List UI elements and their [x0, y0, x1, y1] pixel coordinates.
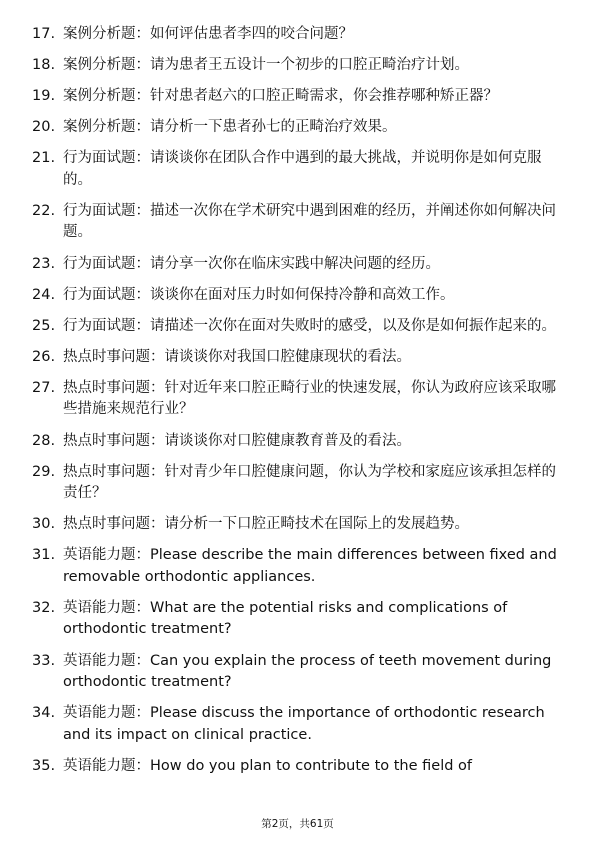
question-text: 热点时事问题：请谈谈你对我国口腔健康现状的看法。 [63, 348, 411, 365]
question-item [32, 24, 562, 46]
question-number: 30. [32, 516, 56, 533]
question-number: 17. [32, 26, 56, 42]
question-text: 热点时事问题：请分析一下口腔正畸技术在国际上的发展趋势。 [63, 516, 469, 533]
question-item [32, 598, 562, 641]
question-item [32, 514, 562, 536]
question-item [32, 148, 562, 191]
question-item [32, 462, 562, 505]
question-text: 英语能力题：How do you plan to contribute to the field of [63, 757, 473, 774]
question-item [32, 55, 562, 77]
question-text: 行为面试题：谈谈你在面对压力时如何保持冷静和高效工作。 [63, 286, 455, 303]
question-item [32, 117, 562, 139]
question-number: 31. [32, 547, 56, 564]
question-number: 19. [32, 88, 56, 105]
question-item [32, 254, 562, 276]
question-number: 21. [32, 150, 56, 167]
question-text: 热点时事问题：针对近年来口腔正畸行业的快速发展，你认为政府应该采取哪些措施来规范行业？ [63, 379, 556, 418]
question-number: 23. [32, 255, 56, 272]
question-item [32, 86, 562, 108]
question-item [32, 347, 562, 369]
question-number: 32. [32, 599, 56, 616]
question-text: 案例分析题：请分析一下患者孙七的正畸治疗效果。 [63, 119, 397, 136]
question-number: 22. [32, 202, 56, 219]
question-item [32, 316, 562, 338]
question-number: 27. [32, 379, 56, 396]
question-text: 热点时事问题：请谈谈你对口腔健康教育普及的看法。 [63, 432, 411, 449]
question-text: 行为面试题：请谈谈你在团队合作中遇到的最大挑战，并说明你是如何克服的。 [63, 150, 542, 188]
question-text: 案例分析题：请为患者王五设计一个初步的口腔正畸治疗计划。 [63, 57, 469, 74]
question-item [32, 703, 562, 746]
question-text: 英语能力题：Please describe the main differences between fixed and removable orthodontic appliances. [63, 547, 557, 585]
question-number: 25. [32, 317, 56, 334]
question-number: 20. [32, 119, 56, 136]
question-number: 35. [32, 757, 56, 774]
question-number: 33. [32, 652, 56, 669]
question-number: 18. [32, 57, 56, 74]
question-text: 行为面试题：描述一次你在学术研究中遇到困难的经历，并阐述你如何解决问题。 [63, 202, 556, 241]
question-item [32, 285, 562, 307]
question-text: 行为面试题：请分享一次你在临床实践中解决问题的经历。 [63, 255, 440, 272]
question-item [32, 378, 562, 421]
question-number: 34. [32, 705, 56, 722]
question-item [32, 201, 562, 244]
question-item [32, 545, 562, 588]
question-number: 29. [32, 463, 56, 480]
question-item [32, 431, 562, 453]
question-text: 英语能力题：What are the potential risks and complications of orthodontic treatment? [63, 599, 508, 638]
question-text: 热点时事问题：针对青少年口腔健康问题，你认为学校和家庭应该承担怎样的责任？ [63, 463, 556, 502]
question-item [32, 651, 562, 694]
question-item [32, 756, 562, 778]
question-number: 28. [32, 432, 56, 449]
question-text: 案例分析题：如何评估患者李四的咬合问题？ [63, 26, 353, 42]
page-footer: 第2页，共61页 [261, 818, 334, 830]
question-number: 24. [32, 286, 56, 303]
question-text: 英语能力题：Please discuss the importance of orthodontic research and its impact on clinical practice. [63, 705, 545, 743]
question-number: 26. [32, 348, 56, 365]
question-list [32, 24, 562, 787]
question-text: 案例分析题：针对患者赵六的口腔正畸需求，你会推荐哪种矫正器？ [63, 88, 498, 105]
question-text: 英语能力题：Can you explain the process of teeth movement during orthodontic treatment? [63, 652, 552, 690]
question-text: 行为面试题：请描述一次你在面对失败时的感受，以及你是如何振作起来的。 [63, 317, 556, 334]
